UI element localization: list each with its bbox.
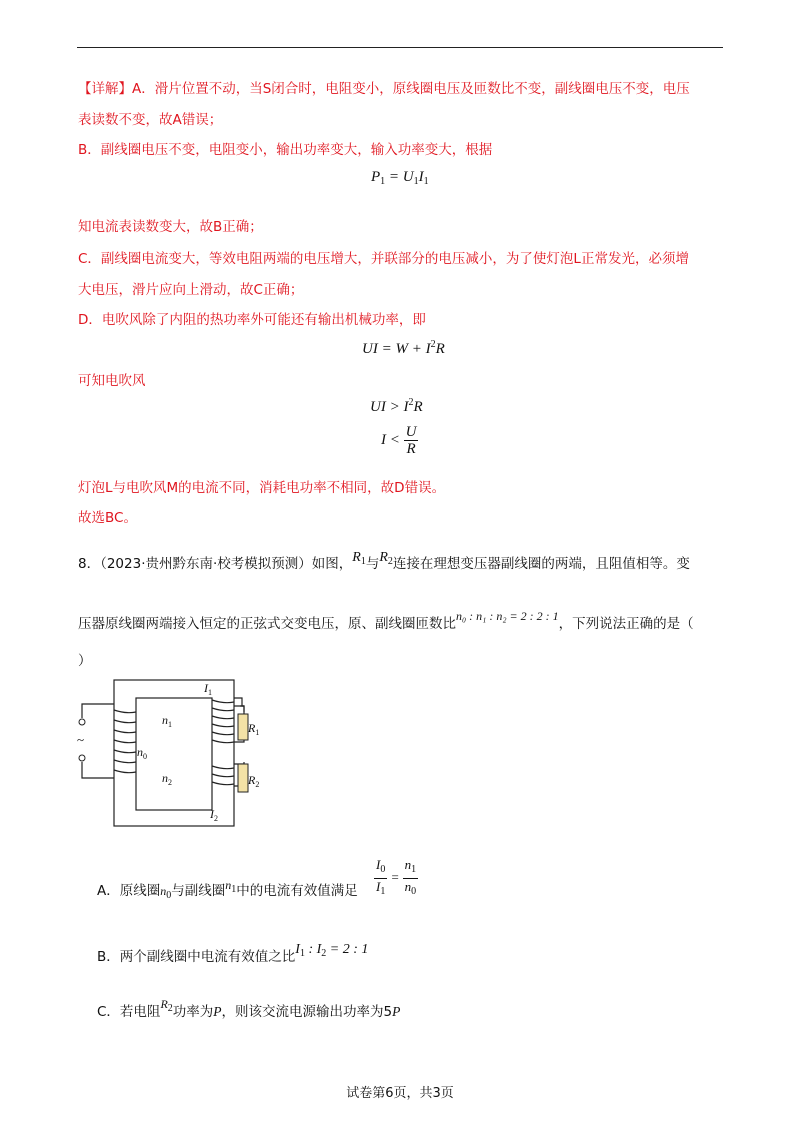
explanation-line-6: 大电压，滑片应向上滑动，故C正确；	[78, 282, 304, 298]
n0-symbol: $n_0$	[160, 884, 172, 901]
page-footer: 试卷第6页，共3页	[346, 1086, 454, 1101]
option-b	[97, 941, 368, 966]
resistor-r2	[238, 764, 248, 792]
question-text-2: 压器原线圈两端接入恒定的正弦式交变电压，原、副线圈匝数比	[78, 616, 456, 632]
option-c-p2: P	[392, 1004, 401, 1019]
resistor-r1	[238, 714, 248, 740]
explanation-line-8: 可知电吹风	[78, 373, 146, 389]
ac-symbol: ~	[77, 732, 85, 747]
explanation-line-4: 知电流表读数变大，故B正确；	[78, 219, 263, 235]
option-a-end: 中的电流有效值满足	[236, 883, 358, 899]
n1-symbol: $n_1$	[225, 878, 237, 895]
label-r2: $R_2$	[248, 773, 260, 789]
question-8-line-1	[78, 549, 690, 573]
formula-p1-u1i1: $P_1 = U_1I_1$	[371, 169, 429, 187]
formula-ui-gt-i2r: UI > $I^2R$	[370, 397, 423, 415]
option-c-prefix: C．若电阻	[97, 1004, 161, 1020]
explanation-line-2: 表读数不变，故A错误；	[78, 112, 223, 128]
option-b-ratio: $I_1$ : $I_2 = 2$ : 1	[295, 942, 369, 959]
explanation-line-3: B．副线圈电压不变，电阻变小，输出功率变大，输入功率变大，根据	[78, 142, 493, 158]
label-r1: $R_1$	[248, 721, 260, 737]
option-b-ratio-value: 2 : 1	[342, 942, 369, 957]
core-inner	[136, 698, 212, 810]
r1-symbol: $R_1$	[352, 550, 366, 567]
label-n1: $n_1$	[162, 713, 172, 729]
explanation-line-9: 灯泡L与电吹风M的电流不同，消耗电功率不相同，故D错误。	[78, 480, 446, 496]
explanation-line-7: D．电吹风除了内阻的热功率外可能还有输出机械功率，即	[78, 312, 426, 328]
question-text-mid: 与	[365, 556, 380, 572]
r2-symbol-c: $R_2$	[160, 997, 173, 1014]
formula-i-lt-u-over-r: I < $\frac{U}{R}$	[381, 424, 417, 457]
option-a-mid: 与副线圈	[171, 883, 226, 899]
explanation-line-10: 故选BC。	[78, 510, 137, 526]
option-c-mid: 功率为	[172, 1004, 214, 1020]
question-text-2-end: ，下列说法正确的是（	[558, 616, 694, 632]
option-c	[97, 995, 400, 1021]
option-a	[97, 876, 358, 905]
explanation-line-1: 【详解】A．滑片位置不动，当S闭合时，电阻变小，原线圈电压及匝数比不变，副线圈电压不变，电压	[78, 81, 690, 97]
question-8-line-3: ）	[78, 653, 92, 669]
label-i1: $I_1$	[204, 681, 212, 697]
turns-ratio: n₀ : n₁ : n₂ = 2 : 2 : 1	[456, 609, 559, 623]
label-n2: $n_2$	[162, 771, 172, 787]
question-source: （2023·贵州黔东南·校考模拟预测）如图，	[100, 556, 353, 572]
option-b-text: B．两个副线圈中电流有效值之比	[97, 949, 296, 965]
explanation-line-5: C．副线圈电流变大，等效电阻两端的电压增大，并联部分的电压减小，为了使灯泡L正常发光，必须增	[78, 251, 689, 267]
transformer-diagram	[70, 676, 270, 836]
question-8-line-2	[78, 607, 694, 633]
formula-i0-i1-n1-n0: $\frac{I_0}{I_1}$ = $\frac{n_1}{n_0}$	[376, 857, 417, 897]
option-c-end: ，则该交流电源输出功率为5	[221, 1004, 393, 1020]
ac-terminal-top	[79, 719, 85, 725]
label-n0: $n_0$	[137, 745, 147, 761]
formula-ui-w-i2r: UI = $W + I^2R$	[362, 339, 445, 357]
option-c-p: P	[213, 1004, 222, 1019]
option-a-prefix: A．原线圈	[97, 883, 161, 899]
header-rule	[77, 47, 723, 48]
question-number: 8．	[78, 556, 101, 572]
r2-symbol: $R_2$	[379, 550, 393, 567]
question-text-end: 连接在理想变压器副线圈的两端，且阻值相等。变	[392, 556, 690, 572]
label-i2: $I_2$	[210, 807, 218, 823]
ac-terminal-bottom	[79, 755, 85, 761]
